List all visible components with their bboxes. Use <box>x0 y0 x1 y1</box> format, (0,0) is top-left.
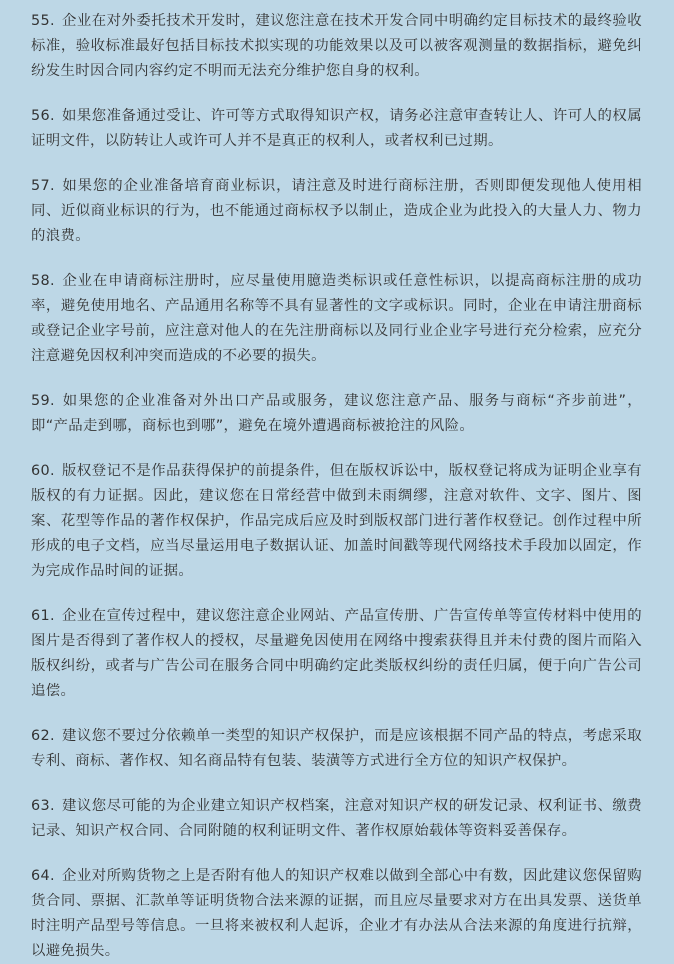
tip-paragraph-57 <box>31 174 642 249</box>
tip-number: 63. <box>31 798 55 814</box>
tip-text: 如果您的企业准备对外出口产品或服务，建议您注意产品、服务与商标“齐步前进”，即“产品走到哪，商标也到哪”，避免在境外遭遇商标被抢注的风险。 <box>31 393 642 434</box>
tip-text: 企业对所购货物之上是否附有他人的知识产权难以做到全部心中有数，因此建议您保留购货合同、票据、汇款单等证明货物合法来源的证据，而且应尽量要求对方在出具发票、送货单时注明产品型号等信息。一旦将来被权利人起诉，企业才有办法从合法来源的角度进行抗辩，以避免损失。 <box>31 868 642 959</box>
tip-paragraph-55 <box>31 9 642 84</box>
tip-text: 企业在宣传过程中，建议您注意企业网站、产品宣传册、广告宣传单等宣传材料中使用的图片是否得到了著作权人的授权，尽量避免因使用在网络中搜索获得且并未付费的图片而陷入版权纠纷，或者与广告公司在服务合同中明确约定此类版权纠纷的责任归属，便于向广告公司追偿。 <box>31 608 642 699</box>
tip-text: 企业在对外委托技术开发时，建议您注意在技术开发合同中明确约定目标技术的最终验收标准，验收标准最好包括目标技术拟实现的功能效果以及可以被客观测量的数据指标，避免纠纷发生时因合同内容约定不明而无法充分维护您自身的权利。 <box>31 13 642 79</box>
tip-number: 59. <box>31 393 55 409</box>
tip-number: 62. <box>31 728 55 744</box>
tip-text: 如果您的企业准备培育商业标识，请注意及时进行商标注册，否则即便发现他人使用相同、近似商业标识的行为，也不能通过商标权予以制止，造成企业为此投入的大量人力、物力的浪费。 <box>31 178 642 244</box>
tip-text: 企业在申请商标注册时，应尽量使用臆造类标识或任意性标识，以提高商标注册的成功率，避免使用地名、产品通用名称等不具有显著性的文字或标识。同时，企业在申请注册商标或登记企业字号前，应注意对他人的在先注册商标以及同行业企业字号进行充分检索，应充分注意避免因权利冲突而造成的不必要的损失。 <box>31 273 642 364</box>
tip-number: 58. <box>31 273 55 289</box>
tip-paragraph-60 <box>31 459 642 584</box>
tip-paragraph-62 <box>31 724 642 774</box>
tip-paragraph-64 <box>31 864 642 964</box>
tip-paragraph-61 <box>31 604 642 704</box>
tip-number: 57. <box>31 178 55 194</box>
tip-text: 版权登记不是作品获得保护的前提条件，但在版权诉讼中，版权登记将成为证明企业享有版权的有力证据。因此，建议您在日常经营中做到未雨绸缪，注意对软件、文字、图片、图案、花型等作品的著作权保护，作品完成后应及时到版权部门进行著作权登记。创作过程中所形成的电子文档，应当尽量运用电子数据认证、加盖时间戳等现代网络技术手段加以固定，作为完成作品时间的证据。 <box>31 463 642 579</box>
tip-paragraph-59 <box>31 389 642 439</box>
tip-text: 如果您准备通过受让、许可等方式取得知识产权，请务必注意审查转让人、许可人的权属证明文件，以防转让人或许可人并不是真正的权利人，或者权利已过期。 <box>31 108 642 149</box>
tip-paragraph-56 <box>31 104 642 154</box>
tip-paragraph-58 <box>31 269 642 369</box>
tip-number: 60. <box>31 463 55 479</box>
tip-number: 55. <box>31 13 55 29</box>
tip-number: 61. <box>31 608 55 624</box>
tip-text: 建议您尽可能的为企业建立知识产权档案，注意对知识产权的研发记录、权利证书、缴费记录、知识产权合同、合同附随的权利证明文件、著作权原始载体等资料妥善保存。 <box>31 798 642 839</box>
tip-text: 建议您不要过分依赖单一类型的知识产权保护，而是应该根据不同产品的特点，考虑采取专利、商标、著作权、知名商品特有包装、装潢等方式进行全方位的知识产权保护。 <box>31 728 642 769</box>
tip-paragraph-63 <box>31 794 642 844</box>
tip-number: 64. <box>31 868 55 884</box>
tip-number: 56. <box>31 108 55 124</box>
